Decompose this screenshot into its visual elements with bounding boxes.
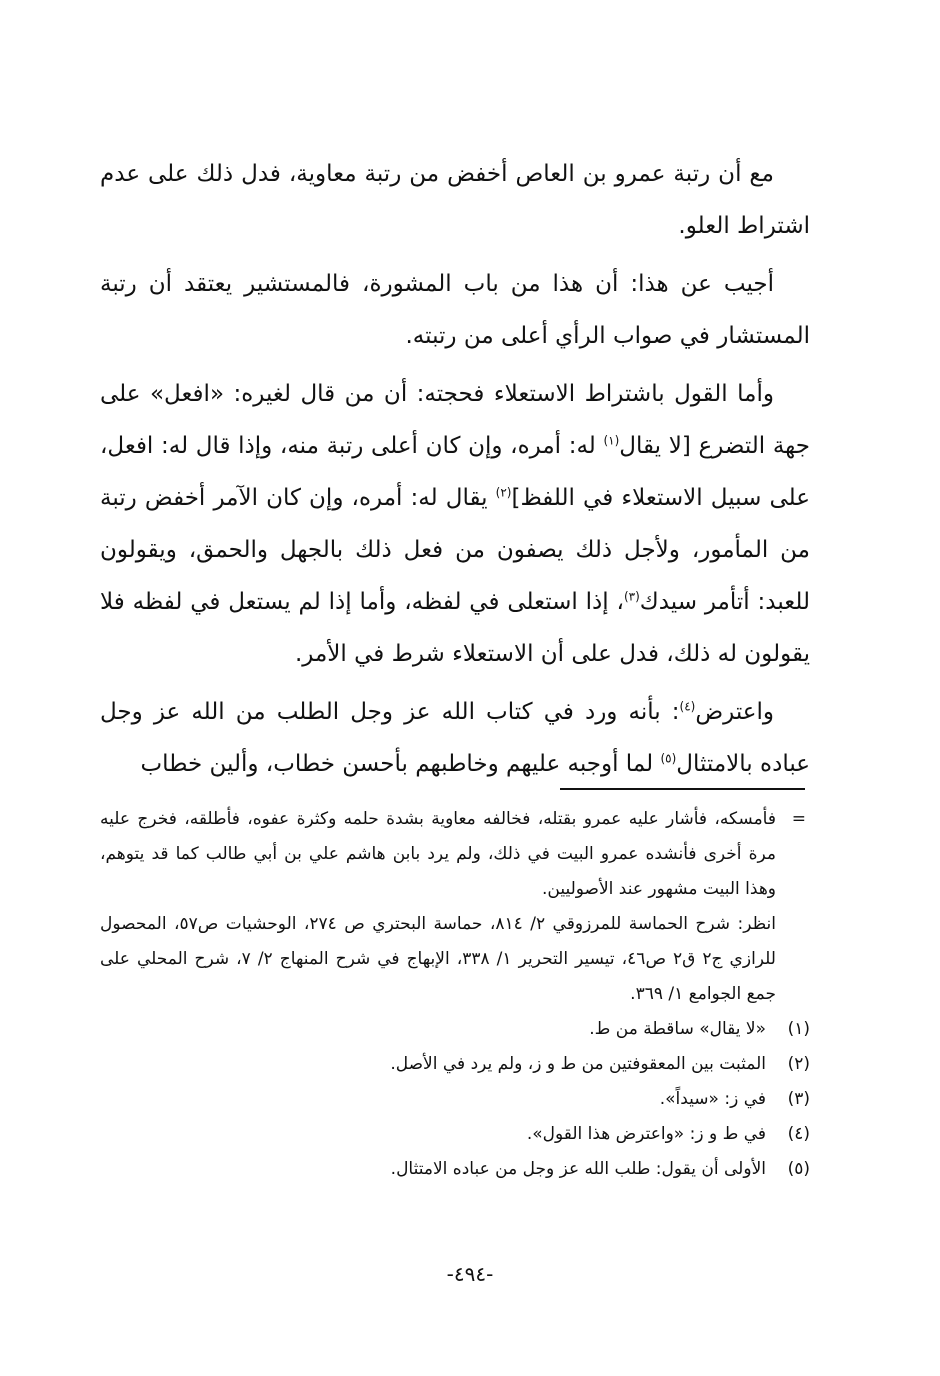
footnote-ref-1[interactable]: (١): [603, 433, 620, 448]
footnote-separator: [560, 788, 805, 790]
continuation-text: فأمسكه، فأشار عليه عمرو بقتله، فخالفه معاوية بشدة حلمه وكثرة عفوه، فأطلقه، فخرج عليه مرة أخرى فأنشده عمرو البيت في ذلك، ولم يرد بابن هاشم علي بن أبي طالب كما قد يتوهم، وهذا البيت مشهور عند الأصوليين.: [100, 809, 776, 899]
footnote-continuation: [100, 802, 810, 1012]
paragraph-3: وأما القول باشتراط الاستعلاء فحجته: أن من قال لغيره: «افعل» على جهة التضرع [لا يقال$^{(١)}$ له: أمره، وإن كان أعلى رتبة منه، وإذا قال له: افعل، على سبيل الاستعلاء في اللفظ]$^{(٢)}$ يقال له: أمره، وإن كان الآمر أخفض رتبة من المأمور، ولأجل ذلك يصفون من فعل ذلك بالجهل والحمق، ويقولون للعبد: أتأمر سيدك$^{(٣)}$، إذا استعلى في لفظه، وأما إذا لم يستعل في لفظه فلا يقولون له ذلك، فدل على أن الاستعلاء شرط في الأمر.: [100, 381, 810, 667]
footnote-ref-2[interactable]: (٢): [495, 485, 512, 500]
continuation-mark: =: [791, 809, 806, 829]
footnote-item: [100, 1117, 810, 1152]
footnote-text: الأولى أن يقول: طلب الله عز وجل من عباده الامتثال.: [390, 1159, 766, 1179]
footnote-number: (٥): [787, 1159, 810, 1179]
footnote-text: في ز: «سيداً».: [659, 1089, 766, 1109]
footnote-number: (٢): [787, 1054, 810, 1074]
main-text: [100, 148, 810, 796]
paragraph-1: مع أن رتبة عمرو بن العاص أخفض من رتبة معاوية، فدل ذلك على عدم اشتراط العلو.: [100, 161, 810, 239]
footnote-number: (٤): [787, 1124, 810, 1144]
footnote-item: [100, 1047, 810, 1082]
footnote-number: (٣): [787, 1089, 810, 1109]
paragraph-2: أجيب عن هذا: أن هذا من باب المشورة، فالمستشير يعتقد أن رتبة المستشار في صواب الرأي أعلى من رتبته.: [100, 271, 810, 349]
footnote-text: في ط و ز: «واعترض هذا القول».: [526, 1124, 766, 1144]
footnote-ref-4[interactable]: (٤): [679, 699, 696, 714]
footnote-text: المثبت بين المعقوفتين من ط و ز، ولم يرد في الأصل.: [390, 1054, 766, 1074]
page-number: -٤٩٤-: [446, 1262, 494, 1286]
footnote-item: [100, 1082, 810, 1117]
footnote-item: [100, 1012, 810, 1047]
footnotes-section: [100, 802, 810, 1187]
footnote-ref-3[interactable]: (٣): [623, 589, 640, 604]
footnote-item: [100, 1152, 810, 1187]
references-text: انظر: شرح الحماسة للمرزوقي ٢/ ٨١٤، حماسة البحتري ص ٢٧٤، الوحشيات ص٥٧، المحصول للرازي ج٢ ق٢ ص٤٦، تيسير التحرير ١/ ٣٣٨، الإبهاج في شرح المنهاج ٢/ ٧، شرح المحلي على جمع الجوامع ١/ ٣٦٩.: [100, 914, 776, 1004]
footnote-number: (١): [787, 1019, 810, 1039]
paragraph-4: واعترض$^{(٤)}$: بأنه ورد في كتاب الله عز وجل الطلب من الله عز وجل عباده بالامتثال$^{(٥)}$ لما أوجبه عليهم وخاطبهم بأحسن خطاب، وألين خطاب: [100, 699, 810, 777]
footnote-list: [100, 1012, 810, 1187]
footnote-ref-5[interactable]: (٥): [660, 751, 677, 766]
footnote-text: «لا يقال» ساقطة من ط.: [589, 1019, 766, 1039]
